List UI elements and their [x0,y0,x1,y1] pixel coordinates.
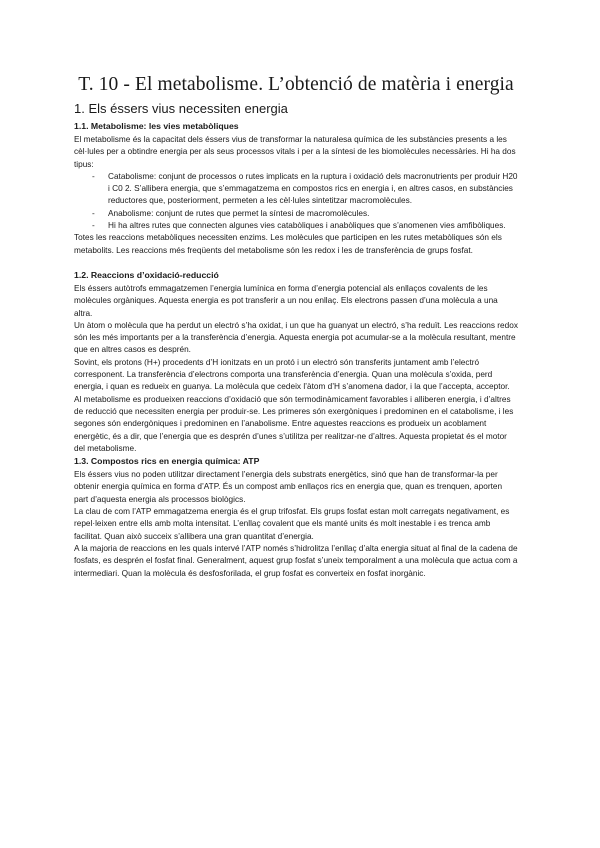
paragraph: Al metabolisme es produeixen reaccions d’oxidació que són termodinàmicament favorables i alliberen energia, i d’altres de reducció que necessiten energia per produir-se. Les primeres són exergòniques i predominen en el catabolisme, i les segones són endergòniques i predominen en l’anabolisme. Entre aquestes reaccions es produeix un acoblament energètic, és a dir, que l’energia que es desprén d’unes s’utilitza per realitzar-ne d’altres. Aquesta propietat és el motor del metabolisme. [74,394,514,453]
bullet-dash: - [92,208,95,218]
paragraph: Un àtom o molècula que ha perdut un electró s’ha oxidat, i un que ha guanyat un electró, s’ha reduït. Les reaccions redox són les més importants per a la transferència d’energia. Aquesta energia pot acumular-se a la molècula resultant, mentre que en altres casos es desprén. [74,320,518,355]
list-item-text: Hi ha altres rutes que connecten algunes vies catabòliques i anabòliques que s’anomenen vies amfibòliques. [108,221,506,231]
paragraph: La clau de com l’ATP emmagatzema energia és el grup trifosfat. Els grups fosfat estan molt carregats negativament, es repel·leixen entre ells amb molta intensitat. L’enllaç covalent que els manté units és molt inestable i es trenca amb facilitat. Quan això succeix s’allibera una gran quantitat d’energia. [74,507,510,541]
bullet-dash: - [92,171,95,181]
paragraph: A la majoria de reaccions en les quals intervé l’ATP només s’hidrolitza l’enllaç d’alta energia situat al final de la cadena de fosfats, es desprén el fosfat final. Generalment, aquest grup fosfat s’uneix temporalment a una molècula que actua com a intermediari. Quan la molècula és desfosforilada, el grup fosfat es converteix en fosfat inorgànic. [74,543,518,578]
bullet-dash: - [92,221,95,231]
document-title: T. 10 - El metabolisme. L’obtenció de matèria i energia [78,74,514,95]
paragraph: Sovint, els protons (H+) procedents d’H ionitzats en un protó i un electró són transferits juntament amb l’electró corresponent. La transferència d’electrons comporta una transferència d’energia. Quan una molècula s’oxida, perd energia, i quan es redueix en guanya. La molècula que cedeix l’àtom d’H s’anomena dador, i la que l’accepta, acceptor. [74,357,510,392]
metabolism-closing-paragraph: Totes les reaccions metabòliques necessiten enzims. Les molècules que participen en les rutes metabòliques són els metabolits. Les reaccions més freqüents del metabolisme són les redox i les de transferència de grups fosfat. [74,233,502,255]
list-item-text: Catabolisme: conjunt de processos o rutes implicats en la ruptura i oxidació dels macronutrients per produir H20 i C0 2. S’allibera energia, que s’emmagatzema en compostos rics en energia i, en altres casos, en substàncies reductores que, posteriorment, permeten a les cèl·lules sintetitzar macromolècules. [108,171,518,206]
subsection-1-2-heading: 1.2. Reaccions d’oxidació-reducció [74,269,219,280]
subsection-1-1-heading: 1.1. Metabolisme: les vies metabòliques [74,121,239,131]
section-1-heading: 1. Els éssers vius necessiten energia [74,101,288,116]
list-item [80,220,518,232]
subsection-1-3-heading: 1.3. Compostos rics en energia química: ATP [74,456,260,467]
paragraph: Els éssers vius no poden utilitzar directament l’energia dels substrats energètics, sinó que han de transformar-la per obtenir energia química en forma d’ATP. És un compost amb enllaços rics en energia que, quan es trenquen, aporten part d’aquesta energia als processos biològics. [74,470,503,504]
list-item [80,208,518,220]
metabolism-intro-paragraph: El metabolisme és la capacitat dels éssers vius de transformar la naturalesa química de les substàncies presents a les cèl·lules per a obtindre energia per als seus processos vitals i per a la síntesi de les biomolècules necessàries. Hi ha dos tipus: [74,135,516,169]
metabolism-types-list [74,171,518,232]
paragraph: Els éssers autòtrofs emmagatzemen l’energia lumínica en forma d’energia potencial als enllaços covalents de les molècules orgàniques. Aquesta energia es pot transferir a un nou enllaç. Els electrons passen d’una molècula a una altra. [74,283,498,318]
list-item-text: Anabolisme: conjunt de rutes que permet la síntesi de macromolècules. [108,208,370,218]
spacer [74,257,518,269]
list-item [80,171,518,208]
